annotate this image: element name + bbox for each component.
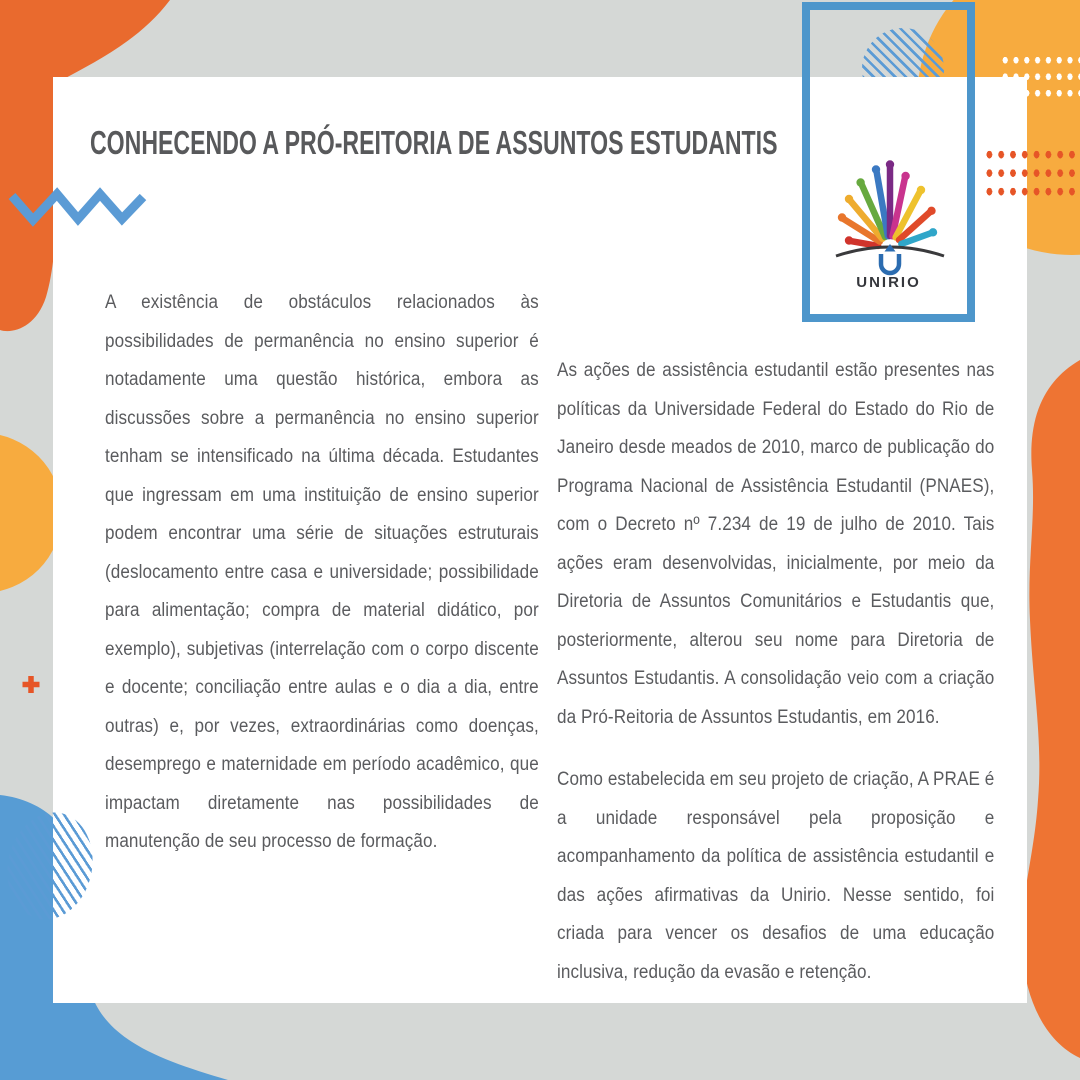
- article-left-column: A existência de obstáculos relacionados às possibilidades de permanência no ensino superior é notadamente uma questão histórica, embora as discussões sobre a permanência no ensino superior tenham se intensificado na última década. Estudantes que ingressam em uma instituição de ensino superior podem encontrar uma série de situações estruturais (deslocamento entre casa e universidade; possibilidade para alimentação; compra de material didático, por exemplo), subjetivas (interrelação com o corpo discente e docente; conciliação entre aulas e o dia a dia, entre outras) e, por vezes, extraordinárias como doenças, desemprego e maternidade em período acadêmico, que impactam diretamente nas possibilidades de manutenção de seu processo de formação.: [105, 292, 539, 852]
- unirio-wordmark: UNIRIO: [856, 274, 921, 291]
- page-title: CONHECENDO A PRÓ-REITORIA DE ASSUNTOS ESTUDANTIS: [90, 124, 778, 161]
- palm-gold: [845, 195, 853, 203]
- palm-orange: [838, 213, 846, 221]
- palm-blue: [872, 165, 880, 173]
- palm-redorange: [927, 207, 935, 215]
- logo-hands: [843, 166, 931, 246]
- article-right-paragraph-1: As ações de assistência estudantil estão presentes nas políticas da Universidade Federal do Estado do Rio de Janeiro desde meados de 2010, marco de publicação do Programa Nacional de Assistência Estudantil (PNAES), com o Decreto nº 7.234 de 19 de julho de 2010. Tais ações eram desenvolvidas, inicialmente, por meio da Diretoria de Assuntos Comunitários e Estudantis que, posteriormente, alterou seu nome para Diretoria de Assuntos Estudantis. A consolidação veio com a criação da Pró-Reitoria de Assuntos Estudantis, em 2016.: [557, 360, 995, 728]
- white-dots-pattern: [1002, 56, 1080, 106]
- palm-red: [845, 236, 853, 244]
- palm-magenta: [901, 172, 909, 180]
- logo-u-symbol: [881, 254, 899, 273]
- article-right-paragraph-2: Como estabelecida em seu projeto de criação, A PRAE é a unidade responsável pela proposição e acompanhamento da política de assistência estudantil e das ações afirmativas da Unirio. Nesse sentido, foi criada para vencer os desafios de uma educação inclusiva, redução da evasão e retenção.: [557, 769, 995, 983]
- article-right-column: [557, 352, 994, 992]
- orange-blob-right: [1021, 360, 1080, 1058]
- palm-yellow: [917, 186, 925, 194]
- palm-green: [856, 178, 864, 186]
- palm-purple: [886, 160, 894, 168]
- palm-teal: [929, 228, 937, 236]
- orange-dots-pattern: [986, 150, 1080, 206]
- unirio-logo: [822, 152, 958, 280]
